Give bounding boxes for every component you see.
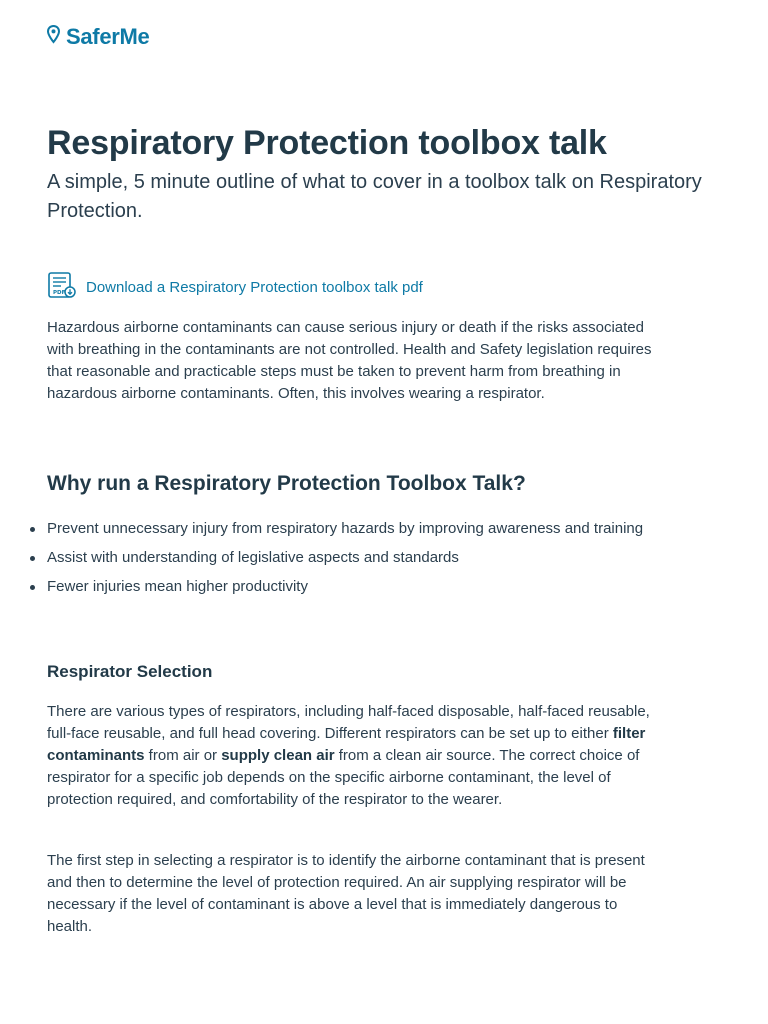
bullet-icon (30, 585, 35, 590)
map-pin-icon (47, 25, 60, 49)
filter-contaminants-emphasis: filter contaminants (47, 725, 646, 764)
intro-paragraph: Hazardous airborne contaminants can cause serious injury or death if the risks associated with breathing in the contaminants are not controlled. Health and Safety legislation requires that reasonable and practicable steps must be taken to prevent harm from breathing in hazardous airborne contaminants. Often, this involves wearing a respirator. (47, 319, 652, 402)
supply-clean-air-emphasis: supply clean air (221, 747, 335, 764)
brand-logo[interactable] (47, 24, 150, 50)
why-heading: Why run a Respiratory Protection Toolbox Talk? (47, 472, 526, 495)
bullet-icon (30, 556, 35, 561)
pdf-download-icon (47, 270, 77, 305)
brand-name: SaferMe (66, 24, 150, 49)
svg-text:PDF: PDF (53, 290, 66, 296)
list-item: Assist with understanding of legislative aspects and standards (47, 547, 647, 569)
page-title: Respiratory Protection toolbox talk (47, 124, 607, 162)
download-pdf-link[interactable]: Download a Respiratory Protection toolbox talk pdf (86, 279, 423, 296)
bullet-icon (30, 527, 35, 532)
why-bullet-list (47, 518, 647, 605)
selection-paragraph-2: The first step in selecting a respirator is to identify the airborne contaminant that is present and then to determine the level of protection required. An air supplying respirator will be necessary if the level of contaminant is above a level that is immediately dangerous to health. (47, 852, 645, 935)
selection-paragraph-1: There are various types of respirators, including half-faced disposable, half-faced reusable, full-face reusable, and full head covering. Different respirators can be set up to either filter contaminants from air or supply clean air from a clean air source. The correct choice of respirator for a specific job depends on the specific airborne contaminant, the level of protection required, and comfortability of the respirator to the wearer. (47, 703, 650, 808)
download-pdf[interactable] (47, 270, 423, 305)
selection-heading: Respirator Selection (47, 662, 213, 681)
page-subtitle: A simple, 5 minute outline of what to cover in a toolbox talk on Respiratory Protection. (47, 171, 702, 222)
list-item: Prevent unnecessary injury from respiratory hazards by improving awareness and training (47, 518, 647, 540)
list-item: Fewer injuries mean higher productivity (47, 576, 647, 598)
